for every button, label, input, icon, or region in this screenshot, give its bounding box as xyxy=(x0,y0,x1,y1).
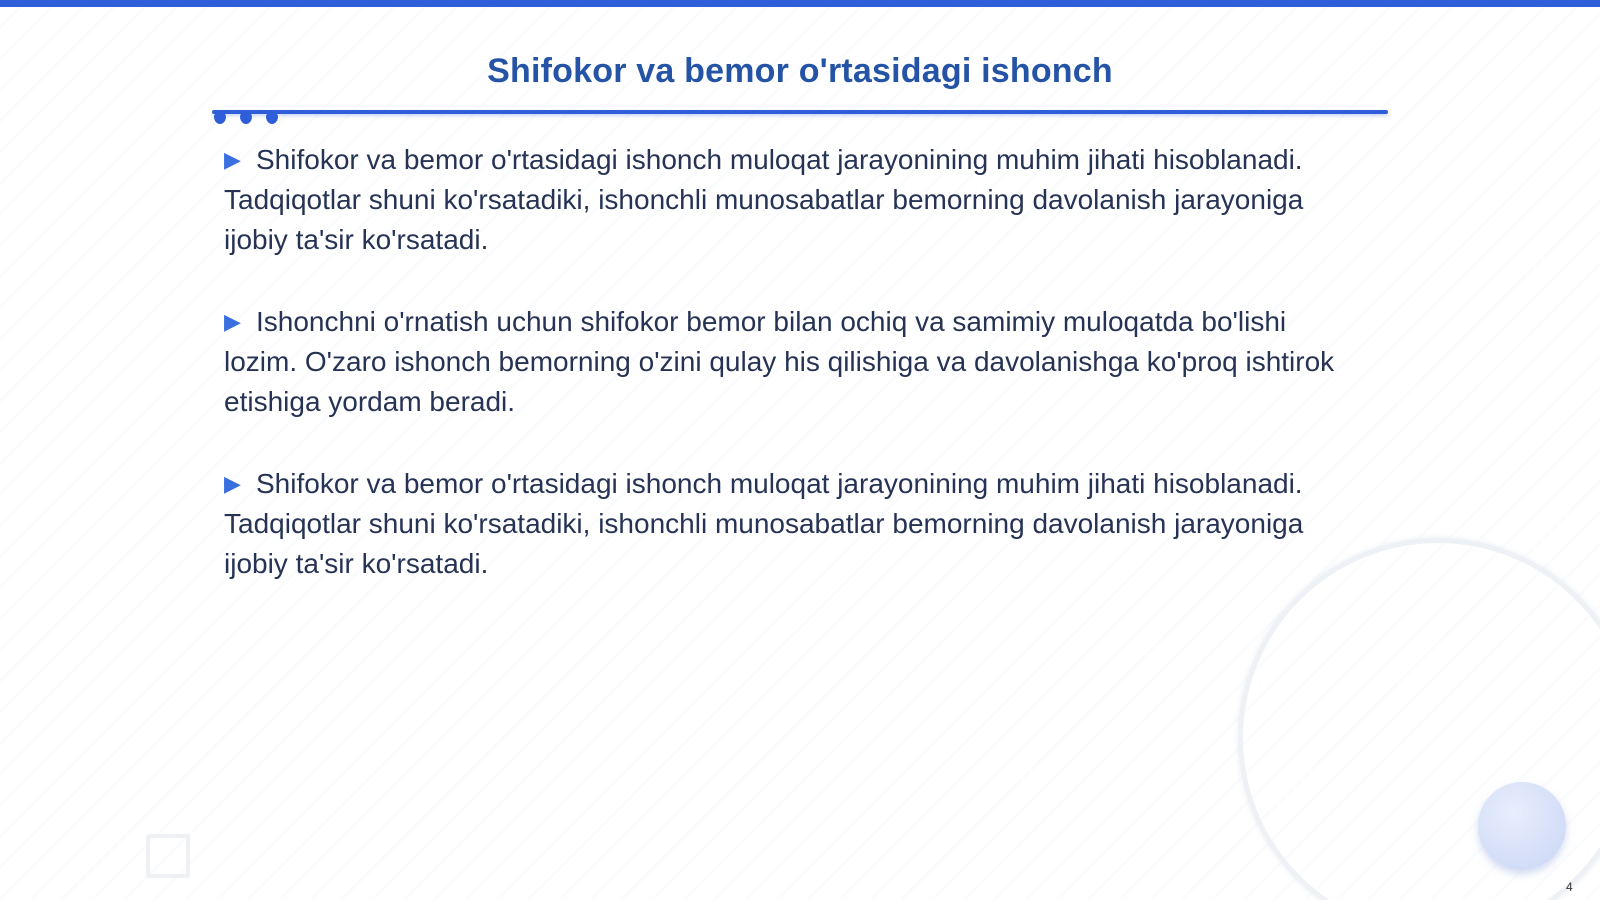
bullet-text: Shifokor va bemor o'rtasidagi ishonch muloqat jarayonining muhim jihati hisoblanadi. Tadqiqotlar shuni ko'rsatadiki, ishonchli munosabatlar bemorning davolanish jarayoniga ijobiy ta'sir ko'rsatadi. xyxy=(224,144,1304,255)
triangle-bullet-icon: ▶ xyxy=(224,309,241,334)
bullet-paragraph xyxy=(224,464,1344,584)
decorative-square xyxy=(146,834,190,878)
bullet-paragraph xyxy=(224,302,1344,422)
decorative-circle xyxy=(1478,782,1566,870)
bullet-paragraph xyxy=(224,140,1344,260)
underline-dot xyxy=(240,112,252,124)
triangle-bullet-icon: ▶ xyxy=(224,471,241,496)
bullet-text: Ishonchni o'rnatish uchun shifokor bemor bilan ochiq va samimiy muloqatda bo'lishi lozim. O'zaro ishonch bemorning o'zini qulay his qilishiga va davolanishga ko'proq ishtirok etishiga yordam beradi. xyxy=(224,306,1335,417)
underline-dot xyxy=(266,112,278,124)
top-accent-bar xyxy=(0,0,1600,7)
bullet-text: Shifokor va bemor o'rtasidagi ishonch muloqat jarayonining muhim jihati hisoblanadi. Tadqiqotlar shuni ko'rsatadiki, ishonchli munosabatlar bemorning davolanish jarayoniga ijobiy ta'sir ko'rsatadi. xyxy=(224,468,1304,579)
page-number: 4 xyxy=(1566,880,1573,894)
underline-dot xyxy=(214,112,226,124)
bullet-list xyxy=(224,140,1344,626)
slide-title: Shifokor va bemor o'rtasidagi ishonch xyxy=(487,52,1113,90)
title-underline xyxy=(212,110,1388,114)
triangle-bullet-icon: ▶ xyxy=(224,147,241,172)
